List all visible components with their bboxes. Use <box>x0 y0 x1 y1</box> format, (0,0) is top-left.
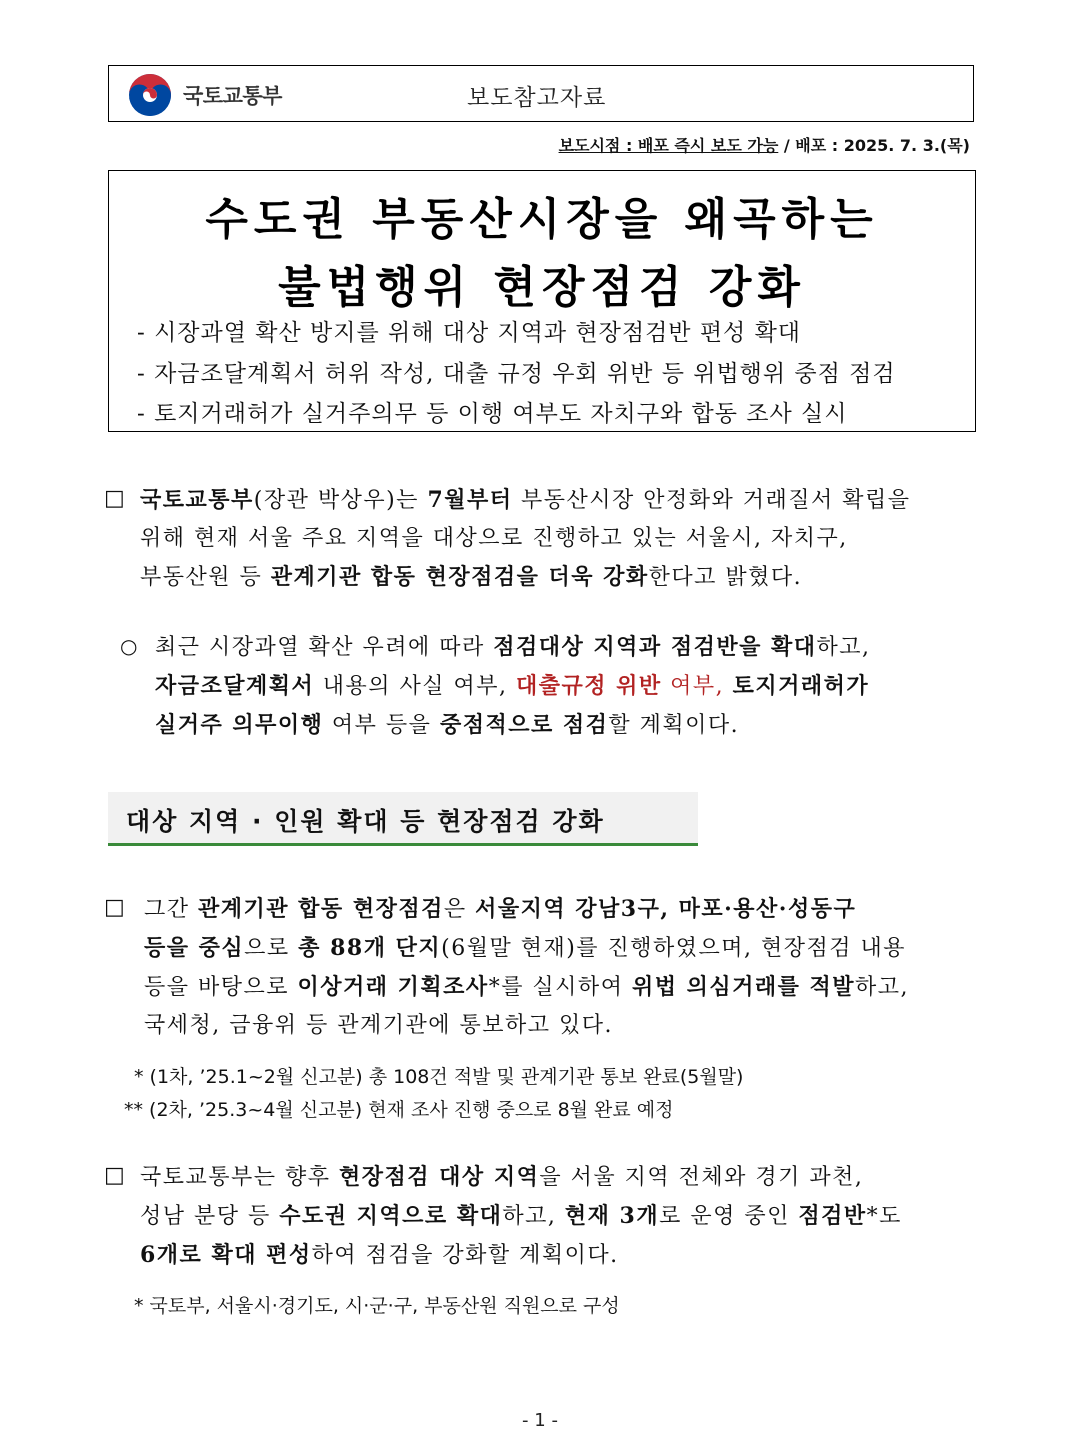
text: 관계기관 합동 현장점검을 더욱 강화 <box>270 564 649 590</box>
document-type: 보도참고자료 <box>467 85 607 111</box>
text: 토지거래허가 <box>732 673 870 699</box>
text: 7월부터 <box>427 487 513 513</box>
text: 성남 분당 등 <box>140 1204 280 1229</box>
text: 등을 바탕으로 <box>144 975 298 1000</box>
text: 국세청, 금융위 등 관계기관에 통보하고 있다. <box>144 1013 613 1038</box>
ministry-name: 국토교통부 <box>183 84 282 108</box>
page-title-line-2: 불법행위 현장점검 강화 <box>278 262 806 313</box>
title-subpoint: - 토지거래허가 실거주의무 등 이행 여부도 자치구와 합동 조사 실시 <box>137 401 848 427</box>
text: 부동산원 등 <box>140 565 271 590</box>
section-heading-text: 대상 지역 · 인원 확대 등 현장점검 강화 <box>126 807 605 836</box>
text: 하고, <box>855 975 910 1000</box>
text: 부동산시장 안정화와 거래질서 확립을 <box>512 488 911 513</box>
text: 여부 등을 <box>323 713 440 738</box>
highlight-text: 대출규정 위반 <box>516 673 662 699</box>
text: 자금조달계획서 <box>155 673 315 699</box>
title-subpoint: - 자금조달계획서 허위 작성, 대출 규정 우회 위반 등 위법행위 중점 점검 <box>137 361 896 387</box>
header-box <box>108 65 974 122</box>
text: 관계기관 합동 현장점검 <box>198 896 444 922</box>
text: 위해 현재 서울 주요 지역을 대상으로 진행하고 있는 서울시, 자치구, <box>140 526 848 551</box>
text: 최근 시장과열 확산 우려에 따라 <box>155 635 494 660</box>
text: (장관 박상우)는 <box>253 488 428 513</box>
text: 은 <box>443 897 476 922</box>
text: *도 <box>866 1204 902 1229</box>
page-title-line-1: 수도권 부동산시장을 왜곡하는 <box>205 194 879 245</box>
title-box <box>108 170 976 432</box>
footnote: * (1차, ’25.1~2월 신고분) 총 108건 적발 및 관계기관 통보 완료(5월말) <box>134 1066 744 1088</box>
square-bullet-icon: □ <box>104 895 125 920</box>
text: 실거주 의무이행 <box>155 712 324 738</box>
release-info <box>559 133 970 156</box>
text: 점검반 <box>798 1203 867 1229</box>
text: 국토교통부 <box>140 487 254 513</box>
text: 그간 <box>144 897 198 922</box>
paragraph-1 <box>140 481 911 597</box>
text: 수도권 지역으로 확대 <box>279 1203 503 1229</box>
text: 총 88개 단지 <box>298 935 442 961</box>
square-bullet-icon: □ <box>104 486 125 511</box>
paragraph-4 <box>140 1158 902 1275</box>
text: 한다고 밝혔다. <box>648 565 803 590</box>
text: 현재 3개 <box>564 1203 660 1229</box>
text: 등을 중심 <box>144 935 245 961</box>
text: 서울지역 강남3구, 마포·용산·성동구 <box>475 896 857 922</box>
text: 으로 <box>244 936 299 961</box>
text: 위법 의심거래를 적발 <box>631 974 856 1000</box>
text: 할 계획이다. <box>608 713 740 738</box>
text: 점검대상 지역과 점검반을 확대 <box>493 634 817 660</box>
release-timing: 보도시점 : 배포 즉시 보도 가능 <box>558 136 779 155</box>
footnote: * 국토부, 서울시·경기도, 시·군·구, 부동산원 직원으로 구성 <box>134 1295 620 1317</box>
paragraph-3 <box>144 890 909 1045</box>
text: 하여 점검을 강화할 계획이다. <box>311 1243 619 1268</box>
text: 중점적으로 점검 <box>439 712 609 738</box>
text: 하고, <box>816 635 871 660</box>
circle-bullet-icon: ○ <box>120 634 138 658</box>
page-number: - 1 - <box>522 1410 558 1431</box>
government-logo-icon <box>127 72 173 118</box>
text: 내용의 사실 여부, <box>314 674 516 699</box>
text: 여부, <box>661 674 733 699</box>
release-distribution: 배포 : 2025. 7. 3.(목) <box>795 136 970 155</box>
text: 로 운영 중인 <box>659 1204 799 1229</box>
square-bullet-icon: □ <box>104 1163 125 1188</box>
text: (6월말 현재)를 진행하였으며, 현장점검 내용 <box>441 936 907 961</box>
paragraph-2 <box>155 628 871 745</box>
text: *를 실시하여 <box>488 975 632 1000</box>
release-separator: / <box>778 136 796 155</box>
footnote: ** (2차, ’25.3~4월 신고분) 현재 조사 진행 중으로 8월 완료 예정 <box>124 1099 674 1121</box>
text: 현장점검 대상 지역 <box>339 1164 540 1190</box>
text: 6개로 확대 편성 <box>140 1242 312 1268</box>
text: 국토교통부는 향후 <box>140 1165 340 1190</box>
section-heading <box>108 792 698 846</box>
text: 이상거래 기획조사 <box>297 974 489 1000</box>
text: 하고, <box>502 1204 565 1229</box>
title-subpoint: - 시장과열 확산 방지를 위해 대상 지역과 현장점검반 편성 확대 <box>137 320 802 346</box>
text: 을 서울 지역 전체와 경기 과천, <box>539 1165 864 1190</box>
